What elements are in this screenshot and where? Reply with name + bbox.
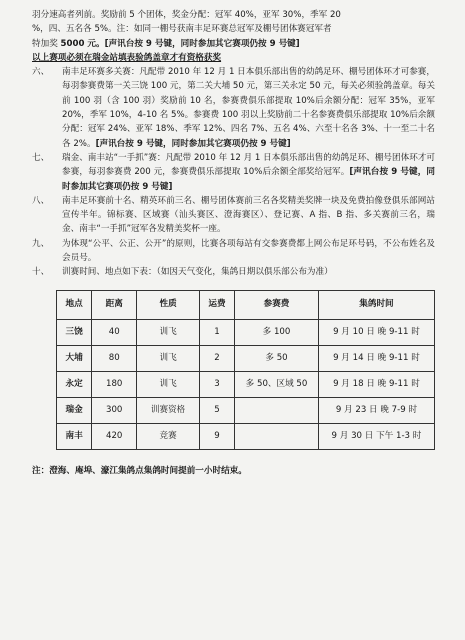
clause-6: 六、 南丰足环赛多关赛：凡配带 2010 年 12 月 1 日本俱乐部出售的幼鸽足环、棚号团体环才可参赛，每羽参赛费第一关三饶 100 元，第二关大埔 50 元，第三关永定 50 元，每关必须验鸽盖章。每关前 100 羽（含 100 羽）奖励前 10 名，参赛费俱乐部提取 10%后余额分配：冠军 35%，亚军 20%，季军 10%，4-10 名 5%。参赛费 100 羽以上奖励前二十名参赛费俱乐部提取 10%后余额分配：冠军 24%、亚军 18%、季军 12%、四名 7%、五名 4%、六至十名各 3%、十一至二十名各 2%。[声讯台按 9 号键，同时参加其它赛项仍按 9 号键] [32,67,435,149]
clause-9: 九、 为体现“公平、公正、公开”的原则，比赛各项每站有交参赛费都上网公布足环号码，不公布姓名及会员号。 [32,238,435,264]
schedule-table [56,290,435,450]
table-row: 瑞金 300 训赛资格 5 9 月 23 日 晚 7-9 时 [57,397,435,423]
paragraph-line-1: 羽分速高者列前。奖励前 5 个团体，奖金分配：冠军 40%，亚军 30%，季军 20 [32,10,341,20]
clause-7: 七、 瑞金、南丰站“一手抓”赛：凡配带 2010 年 12 月 1 日本俱乐部出售的幼鸽足环、棚号团体环才可参赛，每羽参赛费 200 元，参赛费俱乐部提取 10%后余额全部奖给冠军。[声讯台按 9 号键，同时参加其它赛项仍按 9 号键] [32,152,435,192]
header-location: 地点 [57,290,92,319]
header-entry-fee: 参赛费 [235,290,319,319]
header-fare: 运费 [199,290,234,319]
paragraph-line-3: 特加奖 5000 元。[声讯台按 9 号键，同时参加其它赛项仍按 9 号键] [32,38,300,49]
clause-8: 八、 南丰足环赛前十名、精英环前三名、棚号团体赛前三名各奖精美奖牌一块及免费拍像登俱乐部网站宣传半年。锦标赛、区域赛（汕头赛区、澄海赛区）、登记赛、A 指、B 指、多关赛前三名，瑞金、南丰“一手抓”冠军各发精美奖杯一座。 [32,195,435,235]
paragraph-line-2: %，四、五名各 5%。注：如同一棚号获南丰足环赛总冠军及棚号团体赛冠军者 [32,24,332,35]
table-row: 三饶 40 训飞 1 多 100 9 月 10 日 晚 9-11 时 [57,319,435,345]
clause-10: 十、 训赛时间、地点如下表：（如因天气变化，集鸽日期以俱乐部公布为准） [32,267,333,278]
header-type: 性质 [137,290,200,319]
header-distance: 距离 [92,290,137,319]
footnote: 注：澄海、庵埠、濠江集鸽点集鸽时间提前一小时结束。 [32,465,247,476]
table-row: 永定 180 训飞 3 多 50、区域 50 9 月 18 日 晚 9-11 时 [57,371,435,397]
header-collection-time: 集鸽时间 [318,290,434,319]
table-header-row [57,290,435,319]
table-row: 南丰 420 竞赛 9 9 月 30 日 下午 1-3 时 [57,423,435,449]
verification-notice: 以上赛项必须在瑞金站填表验鸽盖章才有资格获奖 [32,52,222,63]
special-prize-amount: 5000 元 [60,38,97,49]
table-row: 大埔 80 训飞 2 多 50 9 月 14 日 晚 9-11 时 [57,345,435,371]
hotline-note: 。[声讯台按 9 号键，同时参加其它赛项仍按 9 号键] [96,38,300,49]
